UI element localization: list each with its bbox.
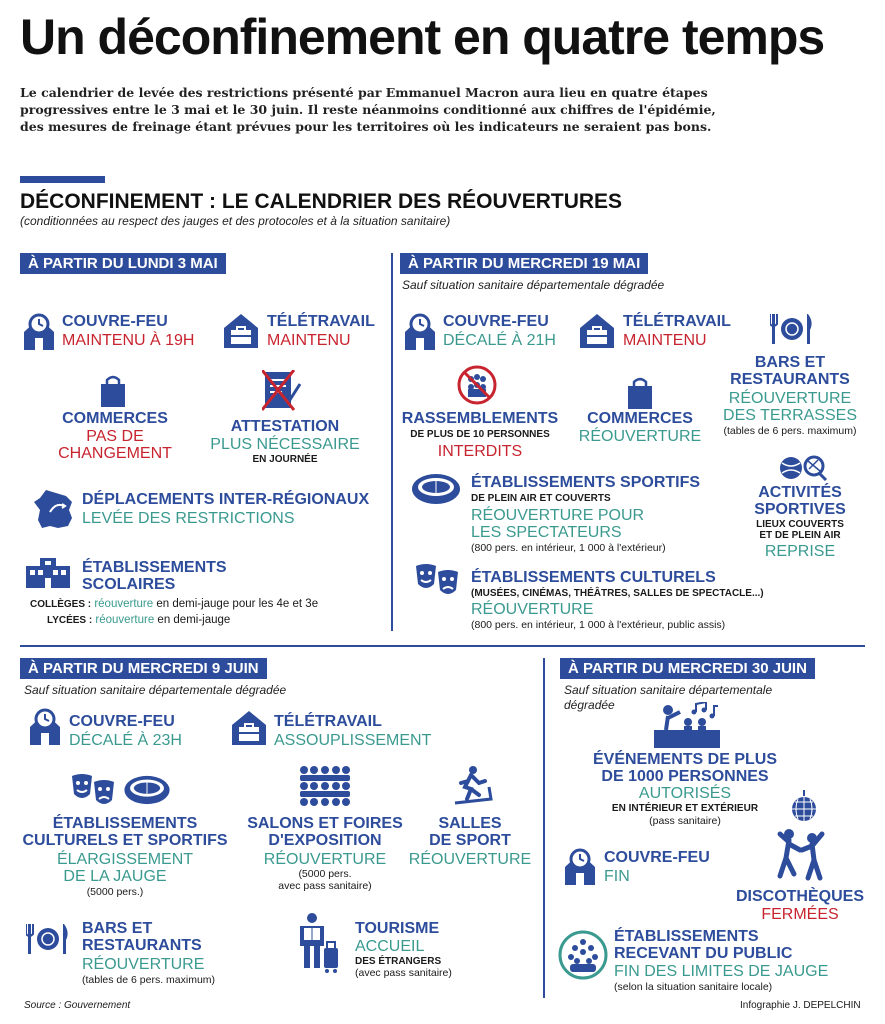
curfew-value: DÉCALÉ À 21H [443, 332, 556, 349]
clubs-title: DISCOTHÈQUES [735, 888, 864, 905]
house-clock-icon [563, 845, 597, 887]
events-note: EN INTÉRIEUR ET EXTÉRIEUR [611, 803, 759, 814]
crowd-icon [297, 765, 353, 809]
divider-vertical [543, 658, 545, 998]
culture-sports-title: ÉTABLISSEMENTS [52, 815, 198, 832]
gyms-title: SALLES [438, 815, 502, 832]
intro-text [20, 84, 880, 135]
disco-ball-icon [790, 790, 818, 824]
events-note: (pass sanitaire) [649, 815, 721, 827]
culture-sports-value: DE LA JAUGE [63, 868, 167, 885]
culture-sports-title: CULTURELS ET SPORTIFS [22, 832, 228, 849]
shopping-bag-icon [625, 376, 655, 410]
sport-activities-title: ACTIVITÉS [758, 484, 842, 501]
fairs-title: D'EXPOSITION [268, 832, 382, 849]
briefcase-house-icon [578, 310, 616, 350]
travel-title: DÉPLACEMENTS INTER-RÉGIONAUX [82, 491, 370, 508]
colleges-detail: en demi-jauge pour les 4e et 3e [156, 598, 319, 610]
section-subtitle: (conditionnées au respect des jauges et des protocoles et à la situation sanitaire) [20, 214, 451, 228]
fairs-value: RÉOUVERTURE [263, 851, 387, 868]
bars-note: (tables de 6 pers. maximum) [82, 974, 216, 986]
period-subtitle: Sauf situation sanitaire départementale dégradée [24, 683, 287, 697]
period-subtitle: Sauf situation sanitaire départementale dégradée [402, 278, 665, 292]
cutlery-plate-icon [770, 312, 814, 346]
divider-vertical [391, 253, 393, 631]
erp-value: FIN DES LIMITES DE JAUGE [614, 963, 829, 980]
stadium-icon [410, 472, 462, 506]
events-title: ÉVÉNEMENTS DE PLUS [592, 751, 778, 768]
attestation-note: EN JOURNÉE [252, 454, 318, 465]
erp-title: ÉTABLISSEMENTS [614, 928, 759, 945]
briefcase-house-icon [230, 707, 268, 747]
sports-venues-value: LES SPECTATEURS [471, 524, 622, 541]
curfew-value: MAINTENU À 19H [62, 332, 195, 349]
people-circle-icon [558, 930, 608, 980]
bars-title: BARS ET [82, 920, 153, 937]
tourist-icon [292, 912, 342, 976]
clubs-value: FERMÉES [761, 906, 839, 923]
telework-value: MAINTENU [623, 332, 707, 349]
period-band: À PARTIR DU MERCREDI 19 MAI [400, 253, 648, 274]
bars-value: RÉOUVERTURE [728, 390, 852, 407]
sport-activities-note: LIEUX COUVERTS [756, 519, 844, 530]
schools-title: SCOLAIRES [82, 576, 176, 593]
sport-activities-note: ET DE PLEIN AIR [759, 530, 841, 541]
curfew-title: COUVRE-FEU [443, 313, 549, 330]
erp-title: RECEVANT DU PUBLIC [614, 945, 793, 962]
cultural-venues-gauge: (800 pers. en intérieur, 1 000 à l'extérieur, public assis) [471, 619, 726, 631]
curfew-title: COUVRE-FEU [604, 849, 710, 866]
travel-value: LEVÉE DES RESTRICTIONS [82, 510, 295, 527]
shopping-bag-icon [98, 374, 128, 408]
sport-activities-title: SPORTIVES [754, 501, 846, 518]
tourism-note: DES ÉTRANGERS [355, 956, 442, 967]
bars-title: RESTAURANTS [82, 937, 202, 954]
colleges-value: réouverture [94, 598, 154, 610]
bars-value: RÉOUVERTURE [82, 956, 205, 973]
schools-title: ÉTABLISSEMENTS [82, 559, 227, 576]
page-title: Un déconfinement en quatre temps [20, 9, 825, 65]
telework-title: TÉLÉTRAVAIL [267, 313, 375, 330]
culture-sports-value: ÉLARGISSEMENT [56, 851, 194, 868]
intro-line: progressives entre le 3 mai et le 30 juin. Il reste néanmoins conditionné aux chiffres de l'épidémie, [20, 102, 716, 117]
france-map-icon [32, 488, 76, 530]
sports-venues-gauge: (800 pers. en intérieur, 1 000 à l'extérieur) [471, 542, 666, 554]
tourism-title: TOURISME [355, 920, 440, 937]
telework-value: MAINTENU [267, 332, 351, 349]
shops-value: PAS DE [86, 428, 144, 445]
cutlery-plate-icon [26, 922, 70, 956]
gyms-value: RÉOUVERTURE [408, 851, 532, 868]
crossed-form-icon [262, 370, 302, 412]
events-value: AUTORISÉS [638, 785, 732, 802]
shops-value: CHANGEMENT [58, 445, 172, 462]
sports-venues-note: DE PLEIN AIR ET COUVERTS [471, 493, 611, 504]
period-subtitle: dégradée [564, 698, 615, 712]
school-icon [24, 556, 72, 588]
sports-venues-value: RÉOUVERTURE POUR [471, 507, 645, 524]
intro-line: Le calendrier de levée des restrictions présenté par Emmanuel Macron aura lieu en quatre étapes [20, 85, 708, 100]
gyms-title: DE SPORT [429, 832, 511, 849]
intro-line: des mesures de freinage étant prévues pour les territoires où les indicateurs ne seraient pas bons. [20, 119, 712, 134]
house-clock-icon [403, 310, 437, 352]
colleges-row [30, 598, 318, 610]
tourism-value: ACCUEIL [355, 938, 425, 955]
erp-note: (selon la situation sanitaire locale) [614, 981, 773, 993]
fairs-note: (5000 pers. [298, 868, 352, 880]
telework-value: ASSOUPLISSEMENT [274, 732, 432, 749]
house-clock-icon [28, 705, 62, 747]
bars-title: BARS ET [754, 354, 826, 371]
gatherings-value: INTERDITS [437, 443, 523, 460]
dancers-icon [772, 828, 828, 886]
lycees-label: LYCÉES : [47, 615, 93, 626]
cultural-venues-title: ÉTABLISSEMENTS CULTURELS [471, 569, 716, 586]
cultural-venues-value: RÉOUVERTURE [471, 601, 594, 618]
balls-icon [778, 455, 828, 481]
shops-title: COMMERCES [587, 410, 693, 427]
theater-masks-icon [70, 772, 116, 808]
period-subtitle: Sauf situation sanitaire départementale [564, 683, 773, 697]
house-clock-icon [22, 310, 56, 352]
colleges-label: COLLÈGES : [30, 599, 92, 610]
briefcase-house-icon [222, 310, 260, 350]
bars-title: RESTAURANTS [730, 371, 850, 388]
section-title: DÉCONFINEMENT : LE CALENDRIER DES RÉOUVERTURES [20, 190, 623, 213]
bars-value: DES TERRASSES [723, 407, 857, 424]
author-credit: Infographie J. DEPELCHIN [740, 1000, 861, 1011]
no-crowd-icon [456, 364, 498, 406]
divider-horizontal [20, 645, 865, 647]
source-credit: Source : Gouvernement [24, 1000, 131, 1011]
sport-activities-value: REPRISE [764, 543, 836, 560]
period-band: À PARTIR DU MERCREDI 30 JUIN [560, 658, 815, 679]
cultural-venues-note: (MUSÉES, CINÉMAS, THÉÂTRES, SALLES DE SPECTACLE...) [471, 588, 764, 599]
lycees-row [47, 614, 230, 626]
tourism-note: (avec pass sanitaire) [355, 967, 452, 979]
gatherings-note: DE PLUS DE 10 PERSONNES [410, 429, 550, 440]
lycees-detail: en demi-jauge [157, 614, 231, 626]
sports-venues-title: ÉTABLISSEMENTS SPORTIFS [471, 474, 701, 491]
concert-icon [652, 702, 722, 748]
curfew-value: DÉCALÉ À 23H [69, 732, 182, 749]
bars-note: (tables de 6 pers. maximum) [723, 425, 857, 437]
shops-value: RÉOUVERTURE [578, 428, 702, 445]
stadium-icon [122, 774, 172, 806]
period-band: À PARTIR DU LUNDI 3 MAI [20, 253, 226, 274]
curfew-value: FIN [604, 868, 630, 885]
events-title: DE 1000 PERSONNES [601, 768, 769, 785]
telework-title: TÉLÉTRAVAIL [274, 713, 382, 730]
telework-title: TÉLÉTRAVAIL [623, 313, 731, 330]
fairs-title: SALONS ET FOIRES [247, 815, 403, 832]
gatherings-title: RASSEMBLEMENTS [401, 410, 559, 427]
attestation-value: PLUS NÉCESSAIRE [210, 436, 360, 453]
theater-masks-icon [414, 562, 460, 598]
attestation-title: ATTESTATION [230, 418, 340, 435]
accent-bar [20, 176, 105, 183]
lycees-value: réouverture [95, 614, 155, 626]
culture-sports-gauge: (5000 pers.) [86, 886, 144, 898]
curfew-title: COUVRE-FEU [62, 313, 168, 330]
fairs-note: avec pass sanitaire) [278, 880, 372, 892]
treadmill-runner-icon [451, 765, 495, 807]
curfew-title: COUVRE-FEU [69, 713, 175, 730]
period-band: À PARTIR DU MERCREDI 9 JUIN [20, 658, 267, 679]
shops-title: COMMERCES [62, 410, 168, 427]
